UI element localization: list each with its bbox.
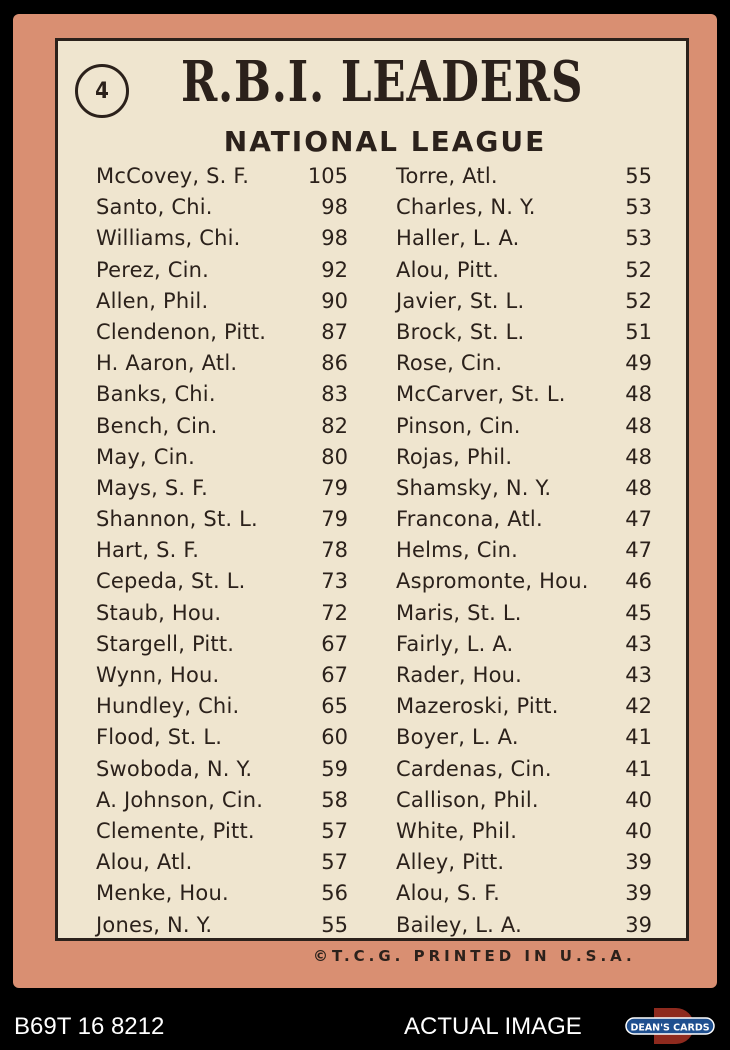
card-number: 4 xyxy=(95,78,109,104)
player-name: Helms, Cin. xyxy=(396,538,518,563)
rbi-value: 98 xyxy=(321,226,348,251)
rbi-value: 78 xyxy=(321,538,348,563)
player-name: Alou, Atl. xyxy=(96,850,193,875)
player-name: Maris, St. L. xyxy=(396,600,522,625)
player-name: Allen, Phil. xyxy=(96,288,209,313)
leader-row xyxy=(396,473,652,504)
leader-row xyxy=(396,660,652,691)
rbi-value: 67 xyxy=(321,631,348,656)
right-leaders-column xyxy=(396,161,652,941)
rbi-value: 90 xyxy=(321,288,348,313)
player-name: Torre, Atl. xyxy=(396,164,498,188)
player-name: Menke, Hou. xyxy=(96,881,229,906)
rbi-value: 73 xyxy=(321,569,348,594)
leader-row xyxy=(96,192,348,223)
rbi-value: 39 xyxy=(625,850,652,875)
leader-row xyxy=(96,504,348,535)
player-name: H. Aaron, Atl. xyxy=(96,351,238,376)
rbi-value: 80 xyxy=(321,444,348,469)
rbi-value: 58 xyxy=(321,787,348,812)
rbi-value: 57 xyxy=(321,850,348,875)
player-name: Rader, Hou. xyxy=(396,663,523,687)
left-leaders-column xyxy=(96,161,348,941)
player-name: Rose, Cin. xyxy=(396,351,503,376)
player-name: Bench, Cin. xyxy=(96,413,218,438)
leader-row xyxy=(96,223,348,254)
rbi-value: 79 xyxy=(321,507,348,532)
leader-row xyxy=(396,348,652,379)
inventory-code: B69T 16 8212 xyxy=(14,1013,165,1040)
leader-row xyxy=(96,317,348,348)
leader-row xyxy=(396,598,652,629)
rbi-value: 46 xyxy=(625,569,652,594)
rbi-value: 98 xyxy=(321,195,348,220)
leader-row xyxy=(396,722,652,753)
leader-row xyxy=(96,910,348,941)
player-name: Jones, N. Y. xyxy=(96,912,213,937)
player-name: Rojas, Phil. xyxy=(396,444,513,469)
player-name: Pinson, Cin. xyxy=(396,413,521,438)
rbi-value: 48 xyxy=(625,475,652,500)
player-name: Hundley, Chi. xyxy=(96,694,240,719)
rbi-value: 56 xyxy=(321,881,348,906)
player-name: Swoboda, N. Y. xyxy=(96,756,253,781)
rbi-value: 43 xyxy=(625,631,652,656)
leader-row xyxy=(96,660,348,691)
player-name: Perez, Cin. xyxy=(96,257,209,282)
player-name: A. Johnson, Cin. xyxy=(96,787,264,812)
player-name: McCovey, S. F. xyxy=(96,164,250,188)
player-name: Haller, L. A. xyxy=(396,226,520,251)
player-name: Stargell, Pitt. xyxy=(96,631,235,656)
rbi-value: 86 xyxy=(321,351,348,376)
rbi-value: 55 xyxy=(321,912,348,937)
copyright-line: ©T.C.G. PRINTED IN U.S.A. xyxy=(313,947,636,965)
card-back-panel xyxy=(55,38,689,941)
player-name: White, Phil. xyxy=(396,818,518,843)
leader-row xyxy=(96,629,348,660)
player-name: Banks, Chi. xyxy=(96,382,216,407)
leader-row xyxy=(96,161,348,192)
rbi-value: 48 xyxy=(625,413,652,438)
player-name: Alou, S. F. xyxy=(396,881,500,906)
leader-row xyxy=(396,192,652,223)
leader-row xyxy=(96,348,348,379)
rbi-value: 40 xyxy=(625,818,652,843)
player-name: Mays, S. F. xyxy=(96,475,208,500)
rbi-value: 55 xyxy=(625,164,652,188)
rbi-value: 42 xyxy=(625,694,652,719)
rbi-value: 79 xyxy=(321,475,348,500)
leader-row xyxy=(396,317,652,348)
rbi-value: 59 xyxy=(321,756,348,781)
leader-row xyxy=(96,878,348,909)
rbi-value: 41 xyxy=(625,756,652,781)
leader-row xyxy=(396,286,652,317)
leader-row xyxy=(96,847,348,878)
player-name: Shamsky, N. Y. xyxy=(396,475,552,500)
player-name: Flood, St. L. xyxy=(96,725,223,750)
leader-row xyxy=(396,847,652,878)
leader-row xyxy=(396,442,652,473)
leader-row xyxy=(96,566,348,597)
rbi-value: 82 xyxy=(321,413,348,438)
player-name: Clemente, Pitt. xyxy=(96,818,255,843)
rbi-value: 65 xyxy=(321,694,348,719)
player-name: Javier, St. L. xyxy=(396,288,525,313)
player-name: McCarver, St. L. xyxy=(396,382,566,407)
leader-row xyxy=(96,785,348,816)
leader-row xyxy=(396,910,652,941)
player-name: Fairly, L. A. xyxy=(396,631,514,656)
rbi-value: 41 xyxy=(625,725,652,750)
player-name: Alou, Pitt. xyxy=(396,257,500,282)
player-name: Shannon, St. L. xyxy=(96,507,258,532)
leader-row xyxy=(96,754,348,785)
rbi-value: 51 xyxy=(625,319,652,344)
player-name: Clendenon, Pitt. xyxy=(96,319,267,344)
leader-row xyxy=(96,722,348,753)
player-name: Boyer, L. A. xyxy=(396,725,519,750)
leader-row xyxy=(96,286,348,317)
leader-row xyxy=(96,691,348,722)
player-name: Alley, Pitt. xyxy=(396,850,505,875)
player-name: Williams, Chi. xyxy=(96,226,241,251)
rbi-value: 60 xyxy=(321,725,348,750)
rbi-value: 52 xyxy=(625,257,652,282)
rbi-value: 48 xyxy=(625,382,652,407)
player-name: Brock, St. L. xyxy=(396,319,525,344)
leader-row xyxy=(396,816,652,847)
player-name: Santo, Chi. xyxy=(96,195,213,220)
player-name: Bailey, L. A. xyxy=(396,912,522,937)
leader-row xyxy=(396,629,652,660)
player-name: Staub, Hou. xyxy=(96,600,222,625)
player-name: Callison, Phil. xyxy=(396,787,539,812)
deans-cards-logo xyxy=(624,1006,716,1046)
player-name: Aspromonte, Hou. xyxy=(396,569,589,594)
rbi-value: 52 xyxy=(625,288,652,313)
leader-row xyxy=(396,878,652,909)
player-name: Mazeroski, Pitt. xyxy=(396,694,559,719)
actual-image-label: ACTUAL IMAGE xyxy=(404,1013,582,1040)
leader-row xyxy=(396,754,652,785)
leader-row xyxy=(396,161,652,192)
leader-row xyxy=(96,473,348,504)
player-name: May, Cin. xyxy=(96,444,196,469)
rbi-value: 48 xyxy=(625,444,652,469)
player-name: Cepeda, St. L. xyxy=(96,569,246,594)
leader-row xyxy=(396,255,652,286)
rbi-value: 92 xyxy=(321,257,348,282)
leader-row xyxy=(396,411,652,442)
card-number-badge xyxy=(75,64,129,118)
rbi-value: 53 xyxy=(625,195,652,220)
rbi-value: 47 xyxy=(625,507,652,532)
leader-row xyxy=(96,255,348,286)
rbi-value: 105 xyxy=(307,164,348,188)
card-subtitle: NATIONAL LEAGUE xyxy=(223,125,547,158)
card-title: R.B.I. LEADERS xyxy=(180,49,584,115)
leader-row xyxy=(396,223,652,254)
rbi-value: 43 xyxy=(625,663,652,687)
leader-row xyxy=(96,535,348,566)
leader-row xyxy=(96,411,348,442)
rbi-value: 87 xyxy=(321,319,348,344)
leader-row xyxy=(96,442,348,473)
rbi-value: 40 xyxy=(625,787,652,812)
rbi-value: 45 xyxy=(625,600,652,625)
rbi-value: 53 xyxy=(625,226,652,251)
leader-row xyxy=(396,566,652,597)
leader-row xyxy=(396,691,652,722)
rbi-value: 72 xyxy=(321,600,348,625)
leader-row xyxy=(96,379,348,410)
player-name: Cardenas, Cin. xyxy=(396,756,552,781)
leader-row xyxy=(396,504,652,535)
leader-row xyxy=(96,598,348,629)
rbi-value: 57 xyxy=(321,818,348,843)
leader-row xyxy=(96,816,348,847)
player-name: Hart, S. F. xyxy=(96,538,200,563)
rbi-value: 39 xyxy=(625,912,652,937)
leader-row xyxy=(396,535,652,566)
rbi-value: 47 xyxy=(625,538,652,563)
trading-card xyxy=(13,14,717,988)
player-name: Charles, N. Y. xyxy=(396,195,536,220)
player-name: Francona, Atl. xyxy=(396,507,543,532)
rbi-value: 83 xyxy=(321,382,348,407)
leader-row xyxy=(396,785,652,816)
player-name: Wynn, Hou. xyxy=(96,663,220,687)
rbi-value: 49 xyxy=(625,351,652,376)
leader-row xyxy=(396,379,652,410)
rbi-value: 67 xyxy=(321,663,348,687)
logo-text: DEAN'S CARDS xyxy=(630,1022,710,1034)
rbi-value: 39 xyxy=(625,881,652,906)
